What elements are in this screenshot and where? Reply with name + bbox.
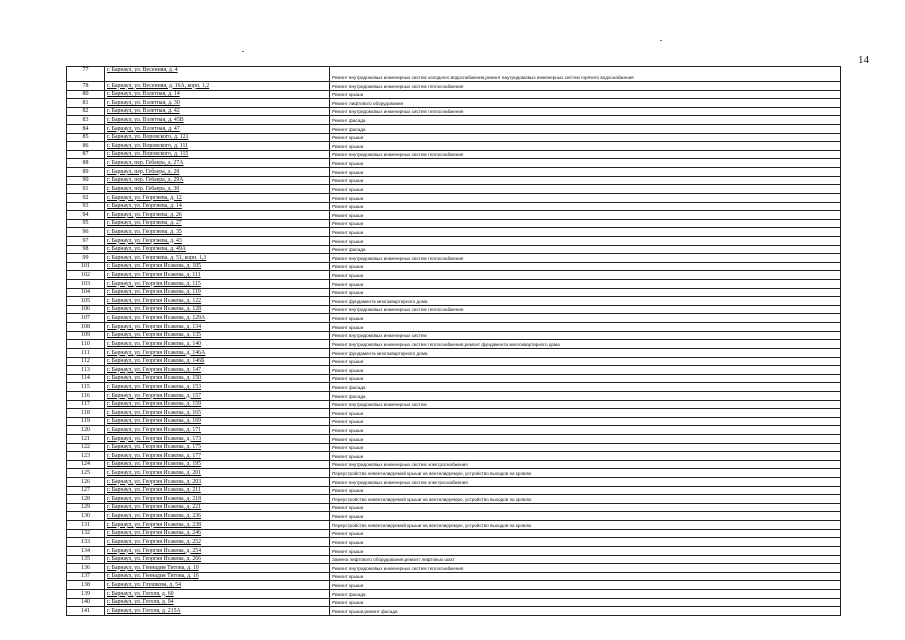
row-number: 134 (67, 546, 105, 555)
row-work-type: Ремонт крыши (330, 185, 841, 194)
table-row (67, 607, 841, 616)
row-address: г. Барнаул, ул. Георгиева, д. 35 (105, 228, 330, 237)
row-work-type: Ремонт крыши (330, 90, 841, 99)
row-number: 96 (67, 228, 105, 237)
row-work-type: Ремонт внутридомовых инженерных систем теплоснабжения (330, 82, 841, 91)
table-row (67, 383, 841, 392)
row-number: 111 (67, 348, 105, 357)
table-row (67, 99, 841, 108)
row-number: 140 (67, 598, 105, 607)
row-number: 130 (67, 512, 105, 521)
row-work-type: Ремонт фасада (330, 589, 841, 598)
row-address: г. Барнаул, ул. Георгия Исакова, д. 146Б (105, 357, 330, 366)
row-number: 97 (67, 236, 105, 245)
row-number: 88 (67, 159, 105, 168)
row-address: г. Барнаул, ул. Георгия Исакова, д. 153 (105, 383, 330, 392)
table-row (67, 443, 841, 452)
row-number: 98 (67, 245, 105, 254)
table-row (67, 323, 841, 332)
row-number: 115 (67, 383, 105, 392)
table-row (67, 159, 841, 168)
row-address: г. Барнаул, ул. Воровского, д. 121 (105, 133, 330, 142)
table-row (67, 426, 841, 435)
row-number: 119 (67, 417, 105, 426)
row-address: г. Барнаул, ул. Взлетная, д. 14 (105, 90, 330, 99)
row-address: г. Барнаул, ул. Взлетная, д. 42 (105, 107, 330, 116)
row-work-type: Ремонт внутридомовых инженерных систем теплоснабжения,ремонт фундамента многоквартирного дома (330, 340, 841, 349)
table-row (67, 564, 841, 573)
row-work-type: Замена лифтового оборудования,ремонт лифтовых шахт (330, 555, 841, 564)
row-work-type: Ремонт крыши (330, 314, 841, 323)
table-row (67, 572, 841, 581)
row-number: 99 (67, 254, 105, 263)
row-work-type: Ремонт крыши (330, 434, 841, 443)
scan-speck (660, 40, 662, 41)
row-address: г. Барнаул, ул. Георгия Исакова, д. 111 (105, 271, 330, 280)
row-address: г. Барнаул, ул. Георгия Исакова, д. 165 (105, 409, 330, 418)
row-work-type: Ремонт крыши (330, 546, 841, 555)
row-work-type: Ремонт крыши (330, 409, 841, 418)
row-work-type: Ремонт внутридомовых инженерных систем (330, 331, 841, 340)
row-work-type: Ремонт внутридомовых инженерных систем теплоснабжения (330, 305, 841, 314)
row-work-type: Ремонт крыши (330, 581, 841, 590)
row-number: 117 (67, 400, 105, 409)
row-number: 85 (67, 133, 105, 142)
table-row (67, 460, 841, 469)
row-address: г. Барнаул, ул. Георгия Исакова, д. 146А (105, 348, 330, 357)
row-number: 133 (67, 538, 105, 547)
row-work-type: Ремонт фасада (330, 391, 841, 400)
row-work-type: Ремонт крыши (330, 176, 841, 185)
table-row (67, 193, 841, 202)
row-address: г. Барнаул, ул. Георгиева, д. 26 (105, 211, 330, 220)
table-row (67, 434, 841, 443)
row-address: г. Барнаул, ул. Георгия Исакова, д. 175 (105, 443, 330, 452)
row-number: 132 (67, 529, 105, 538)
row-address: г. Барнаул, ул. Георгия Исакова, д. 246 (105, 529, 330, 538)
row-number: 139 (67, 589, 105, 598)
row-address: г. Барнаул, ул. Взлетная, д. 47 (105, 125, 330, 134)
row-work-type: Переустройство невентилируемой крыши на вентилируемую, устройство выходов на кровлю (330, 521, 841, 530)
table-row (67, 125, 841, 134)
row-number: 120 (67, 426, 105, 435)
row-work-type: Ремонт крыши (330, 529, 841, 538)
table-row (67, 90, 841, 99)
row-address: г. Барнаул, ул. Георгия Исакова, д. 266 (105, 555, 330, 564)
table-row (67, 168, 841, 177)
row-address: г. Барнаул, ул. Георгия Исакова, д. 147 (105, 366, 330, 375)
table-row (67, 254, 841, 263)
table-row (67, 400, 841, 409)
row-address: г. Барнаул, ул. Георгия Исакова, д. 173 (105, 434, 330, 443)
row-address: г. Барнаул, ул. Георгия Исакова, д. 195 (105, 460, 330, 469)
row-work-type: Ремонт крыши (330, 228, 841, 237)
table-row (67, 82, 841, 91)
row-address: г. Барнаул, ул. Георгия Исакова, д. 221 (105, 503, 330, 512)
row-address: г. Барнаул, ул. Георгия Исакова, д. 140 (105, 340, 330, 349)
row-number: 86 (67, 142, 105, 151)
table-row (67, 486, 841, 495)
row-number: 137 (67, 572, 105, 581)
table-row (67, 503, 841, 512)
table-row (67, 357, 841, 366)
table-row (67, 133, 841, 142)
row-number: 83 (67, 116, 105, 125)
row-work-type: Переустройство невентилируемой крыши на вентилируемую, устройство выходов на кровлю (330, 495, 841, 504)
row-address: г. Барнаул, ул. Георгиева, д. 14 (105, 202, 330, 211)
row-work-type: Ремонт крыши,ремонт фасада (330, 607, 841, 616)
table-row (67, 348, 841, 357)
row-number: 107 (67, 314, 105, 323)
row-work-type: Ремонт крыши (330, 426, 841, 435)
page-number: 14 (858, 54, 869, 66)
row-number: 78 (67, 82, 105, 91)
row-address: г. Барнаул, ул. Воровского, д. 111 (105, 142, 330, 151)
table-row (67, 598, 841, 607)
row-address: г. Барнаул, ул. Георгия Исакова, д. 134 (105, 323, 330, 332)
row-work-type: Ремонт крыши (330, 486, 841, 495)
table-row (67, 589, 841, 598)
row-address: г. Барнаул, ул. Взлетная, д. 45В (105, 116, 330, 125)
table-row (67, 538, 841, 547)
row-number: 110 (67, 340, 105, 349)
row-address: г. Барнаул, ул. Георгия Исакова, д. 169 (105, 417, 330, 426)
table-row (67, 417, 841, 426)
row-address: г. Барнаул, ул. Гоголя, д. 94 (105, 598, 330, 607)
row-work-type: Ремонт крыши (330, 280, 841, 289)
row-address: г. Барнаул, ул. Геннадия Титова, д. 16 (105, 572, 330, 581)
row-address: г. Барнаул, ул. Георгия Исакова, д. 218 (105, 495, 330, 504)
table-row (67, 297, 841, 306)
row-number: 113 (67, 366, 105, 375)
row-number: 95 (67, 219, 105, 228)
row-work-type: Ремонт внутридомовых инженерных систем электроснабжения (330, 460, 841, 469)
table-row (67, 236, 841, 245)
row-address: г. Барнаул, ул. Георгиева, д. 49А (105, 245, 330, 254)
table-row (67, 228, 841, 237)
row-number: 121 (67, 434, 105, 443)
row-address: г. Барнаул, ул. Георгиева, д. 12 (105, 193, 330, 202)
table-row (67, 521, 841, 530)
table-row (67, 409, 841, 418)
row-address: г. Барнаул, пер. Гебаера, д. 30 (105, 185, 330, 194)
row-work-type: Ремонт крыши (330, 202, 841, 211)
row-address: г. Барнаул, ул. Георгия Исакова, д. 238 (105, 521, 330, 530)
row-number: 125 (67, 469, 105, 478)
row-work-type: Ремонт крыши (330, 271, 841, 280)
table-row (67, 512, 841, 521)
table-row (67, 546, 841, 555)
row-address: г. Барнаул, ул. Взлетная, д. 30 (105, 99, 330, 108)
table-row (67, 581, 841, 590)
row-number: 93 (67, 202, 105, 211)
row-number: 104 (67, 288, 105, 297)
row-address: г. Барнаул, ул. Георгия Исакова, д. 236 (105, 512, 330, 521)
row-number: 112 (67, 357, 105, 366)
row-number: 122 (67, 443, 105, 452)
row-work-type: Ремонт крыши (330, 452, 841, 461)
row-number: 114 (67, 374, 105, 383)
row-work-type: Ремонт фасада (330, 245, 841, 254)
row-work-type: Ремонт крыши (330, 572, 841, 581)
row-address: г. Барнаул, ул. Георгия Исакова, д. 177 (105, 452, 330, 461)
row-address: г. Барнаул, ул. Георгия Исакова, д. 171 (105, 426, 330, 435)
row-work-type: Ремонт крыши (330, 142, 841, 151)
repair-program-table (66, 66, 841, 616)
row-number: 94 (67, 211, 105, 220)
row-work-type: Ремонт крыши (330, 503, 841, 512)
row-address: г. Барнаул, ул. Георгия Исакова, д. 252 (105, 538, 330, 547)
row-work-type: Ремонт крыши (330, 417, 841, 426)
row-address: г. Барнаул, ул. Георгия Исакова, д. 135 (105, 331, 330, 340)
table-row (67, 185, 841, 194)
row-address: г. Барнаул, ул. Георгия Исакова, д. 150 (105, 374, 330, 383)
table-row (67, 219, 841, 228)
row-work-type: Ремонт крыши (330, 288, 841, 297)
table-row (67, 478, 841, 487)
table-row (67, 529, 841, 538)
table-row (67, 366, 841, 375)
row-address: г. Барнаул, ул. Георгиева, д. 27 (105, 219, 330, 228)
scan-speck (242, 51, 244, 52)
row-work-type: Ремонт внутридомовых инженерных систем (330, 400, 841, 409)
table-row (67, 305, 841, 314)
row-address: г. Барнаул, ул. Гоголя, д. 215А (105, 607, 330, 616)
row-work-type: Ремонт внутридомовых инженерных систем теплоснабжения (330, 254, 841, 263)
row-number: 118 (67, 409, 105, 418)
table-row (67, 262, 841, 271)
row-work-type: Ремонт крыши (330, 168, 841, 177)
row-work-type: Ремонт крыши (330, 374, 841, 383)
row-work-type: Ремонт крыши (330, 193, 841, 202)
table-row (67, 469, 841, 478)
row-work-type: Ремонт крыши (330, 211, 841, 220)
row-number: 138 (67, 581, 105, 590)
row-work-type: Переустройство невентилируемой крыши на вентилируемую, устройство выходов на кровлю (330, 469, 841, 478)
row-work-type: Ремонт крыши (330, 598, 841, 607)
row-work-type: Ремонт фасада (330, 116, 841, 125)
row-address: г. Барнаул, пер. Гебаера, д. 28 (105, 168, 330, 177)
row-number: 77 (67, 67, 105, 82)
row-number: 106 (67, 305, 105, 314)
row-number: 141 (67, 607, 105, 616)
row-address: г. Барнаул, ул. Георгия Исакова, д. 159 (105, 400, 330, 409)
table-row (67, 555, 841, 564)
row-address: г. Барнаул, ул. Воровского, д. 115 (105, 150, 330, 159)
table-row (67, 452, 841, 461)
row-work-type: Ремонт крыши (330, 236, 841, 245)
row-work-type: Ремонт крыши (330, 357, 841, 366)
row-number: 92 (67, 193, 105, 202)
row-number: 103 (67, 280, 105, 289)
row-address: г. Барнаул, ул. Весенняя, д. 16А, корп. 1,2 (105, 82, 330, 91)
row-work-type: Ремонт фасада (330, 125, 841, 134)
row-work-type: Ремонт крыши (330, 219, 841, 228)
table-row (67, 202, 841, 211)
table-row (67, 331, 841, 340)
row-number: 84 (67, 125, 105, 134)
row-number: 116 (67, 391, 105, 400)
row-address: г. Барнаул, ул. Георгия Исакова, д. 122 (105, 297, 330, 306)
table-row (67, 245, 841, 254)
table-row (67, 340, 841, 349)
row-work-type: Ремонт внутридомовых инженерных систем теплоснабжения (330, 150, 841, 159)
table-row (67, 107, 841, 116)
row-work-type: Ремонт крыши (330, 323, 841, 332)
row-address: г. Барнаул, ул. Георгиева, д. 43 (105, 236, 330, 245)
row-work-type: Ремонт лифтового оборудования (330, 99, 841, 108)
row-number: 131 (67, 521, 105, 530)
row-address: г. Барнаул, ул. Георгия Исакова, д. 128 (105, 305, 330, 314)
row-address: г. Барнаул, ул. Глушкова, д. 54 (105, 581, 330, 590)
table-body (67, 67, 841, 616)
row-address: г. Барнаул, пер. Гебаера, д. 29А (105, 176, 330, 185)
table-row (67, 495, 841, 504)
table-row (67, 374, 841, 383)
row-number: 108 (67, 323, 105, 332)
row-work-type: Ремонт фундамента многоквартирного дома (330, 297, 841, 306)
table-row (67, 288, 841, 297)
row-work-type: Ремонт крыши (330, 133, 841, 142)
row-address: г. Барнаул, ул. Георгия Исакова, д. 211 (105, 486, 330, 495)
table-row (67, 391, 841, 400)
row-number: 101 (67, 262, 105, 271)
table-row (67, 116, 841, 125)
row-work-type: Ремонт внутридомовых инженерных систем теплоснабжения (330, 107, 841, 116)
row-number: 135 (67, 555, 105, 564)
row-work-type: Ремонт крыши (330, 538, 841, 547)
row-number: 91 (67, 185, 105, 194)
row-address: г. Барнаул, ул. Весенняя, д. 4 (105, 67, 330, 82)
table-row (67, 176, 841, 185)
row-number: 90 (67, 176, 105, 185)
row-number: 102 (67, 271, 105, 280)
row-number: 129 (67, 503, 105, 512)
row-number: 82 (67, 107, 105, 116)
row-number: 136 (67, 564, 105, 573)
row-number: 127 (67, 486, 105, 495)
row-work-type: Ремонт фасада (330, 383, 841, 392)
table-row (67, 271, 841, 280)
row-address: г. Барнаул, ул. Георгия Исакова, д. 115 (105, 280, 330, 289)
row-address: г. Барнаул, ул. Георгия Исакова, д. 119 (105, 288, 330, 297)
row-address: г. Барнаул, ул. Георгия Исакова, д. 203 (105, 478, 330, 487)
row-number: 80 (67, 90, 105, 99)
row-address: г. Барнаул, ул. Гоголя, д. 60 (105, 589, 330, 598)
row-work-type: Ремонт крыши (330, 262, 841, 271)
row-address: г. Барнаул, ул. Георгия Исакова, д. 129А (105, 314, 330, 323)
row-address: г. Барнаул, ул. Георгия Исакова, д. 105 (105, 262, 330, 271)
row-number: 81 (67, 99, 105, 108)
table-row (67, 150, 841, 159)
row-number: 105 (67, 297, 105, 306)
row-work-type: Ремонт фундамента многоквартирного дома (330, 348, 841, 357)
row-work-type: Ремонт внутридомовых инженерных систем холодного водоснабжения,ремонт внутридомовых инженерных систем горячего водоснабжения (330, 67, 841, 82)
table-row (67, 211, 841, 220)
table-row (67, 142, 841, 151)
table-row (67, 280, 841, 289)
row-work-type: Ремонт крыши (330, 443, 841, 452)
row-address: г. Барнаул, пер. Гебаера, д. 27А (105, 159, 330, 168)
row-address: г. Барнаул, ул. Георгия Исакова, д. 201 (105, 469, 330, 478)
row-work-type: Ремонт внутридомовых инженерных систем теплоснабжения (330, 564, 841, 573)
table-row (67, 67, 841, 82)
row-work-type: Ремонт крыши (330, 366, 841, 375)
row-number: 87 (67, 150, 105, 159)
row-number: 123 (67, 452, 105, 461)
row-address: г. Барнаул, ул. Георгиева, д. 51, корп. 1,3 (105, 254, 330, 263)
row-work-type: Ремонт внутридомовых инженерных систем электроснабжения (330, 478, 841, 487)
table-row (67, 314, 841, 323)
row-address: г. Барнаул, ул. Георгия Исакова, д. 254 (105, 546, 330, 555)
row-number: 124 (67, 460, 105, 469)
row-number: 128 (67, 495, 105, 504)
row-number: 109 (67, 331, 105, 340)
row-work-type: Ремонт крыши (330, 159, 841, 168)
row-number: 126 (67, 478, 105, 487)
row-address: г. Барнаул, ул. Геннадия Титова, д. 10 (105, 564, 330, 573)
row-address: г. Барнаул, ул. Георгия Исакова, д. 157 (105, 391, 330, 400)
row-number: 89 (67, 168, 105, 177)
row-work-type: Ремонт крыши (330, 512, 841, 521)
